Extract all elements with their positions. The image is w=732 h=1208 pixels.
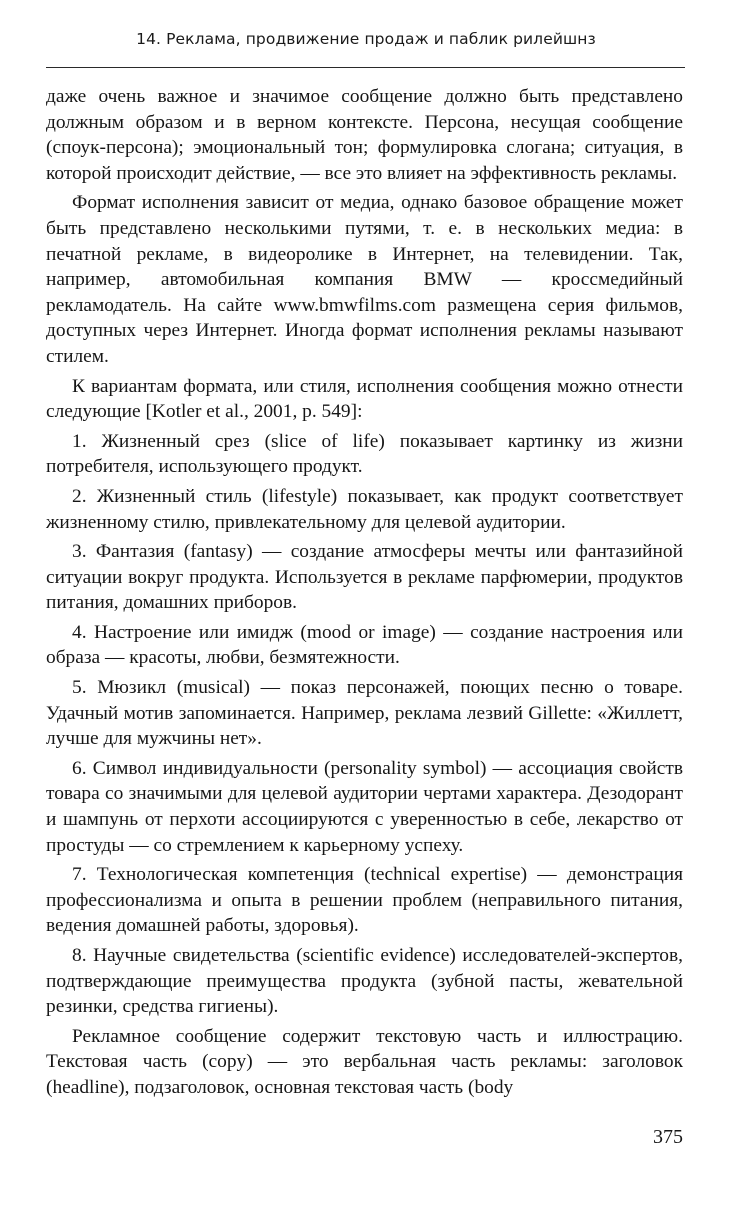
paragraph: Формат исполнения зависит от медиа, однако базовое обращение может быть представлено несколькими путями, т. е. в нескольких медиа: в печатной рекламе, в видеоролике в Интернет, на телевидении. Так, например, автомобильная компания BMW — кроссмедийный рекламодатель. На сайте www.bmwfilms.com размещена серия фильмов, доступных через Интернет. Иногда формат исполнения рекламы называют стилем. [46, 192, 683, 367]
list-item: 6. Символ индивидуальности (personality symbol) — ассоциация свойств товара со значимыми для целевой аудитории чертами характера. Дезодорант и шампунь от перхоти ассоциируются с уверенностью в себе, лекарство от простуды — со стремлением к карьерному успеху. [46, 757, 683, 856]
paragraph: К вариантам формата, или стиля, исполнения сообщения можно отнести следующие [Kotler et al., 2001, p. 549]: [46, 375, 683, 423]
list-item: 3. Фантазия (fantasy) — создание атмосферы мечты или фантазийной ситуации вокруг продукта. Используется в рекламе парфюмерии, продуктов питания, домашних приборов. [46, 541, 683, 614]
list-item: 7. Технологическая компетенция (technical expertise) — демонстрация профессионализма и опыта в решении проблем (неправильного питания, ведения домашней работы, здоровья). [46, 864, 683, 937]
running-header: 14. Реклама, продвижение продаж и паблик рилейшнз [136, 30, 596, 48]
list-item: 4. Настроение или имидж (mood or image) — создание настроения или образа — красоты, любви, безмятежности. [46, 621, 683, 669]
list-item: 5. Мюзикл (musical) — показ персонажей, поющих песню о товаре. Удачный мотив запоминается. Например, реклама лезвий Gillette: «Жиллетт, лучше для мужчины нет». [46, 677, 683, 750]
list-item: 2. Жизненный стиль (lifestyle) показывает, как продукт соответствует жизненному стилю, привлекательному для целевой аудитории. [46, 485, 683, 533]
list-item: 8. Научные свидетельства (scientific evidence) исследователей-экспертов, подтверждающие преимущества продукта (зубной пасты, жевательной резинки, средства гигиены). [46, 945, 683, 1018]
header-rule [46, 67, 685, 68]
paragraph-continuation: даже очень важное и значимое сообщение должно быть представлено должным образом и в верном контексте. Персона, несущая сообщение (споук-персона); эмоциональный тон; формулировка слогана; ситуация, в которой происходит действие, — все это влияет на эффективность рекламы. [46, 86, 683, 184]
page-number: 375 [653, 1126, 683, 1148]
paragraph: Рекламное сообщение содержит текстовую часть и иллюстрацию. Текстовая часть (copy) — это вербальная часть рекламы: заголовок (headline), подзаголовок, основная текстовая часть (body [46, 1025, 683, 1098]
list-item: 1. Жизненный срез (slice of life) показывает картинку из жизни потребителя, использующего продукт. [46, 430, 683, 478]
page-body [46, 84, 683, 1105]
